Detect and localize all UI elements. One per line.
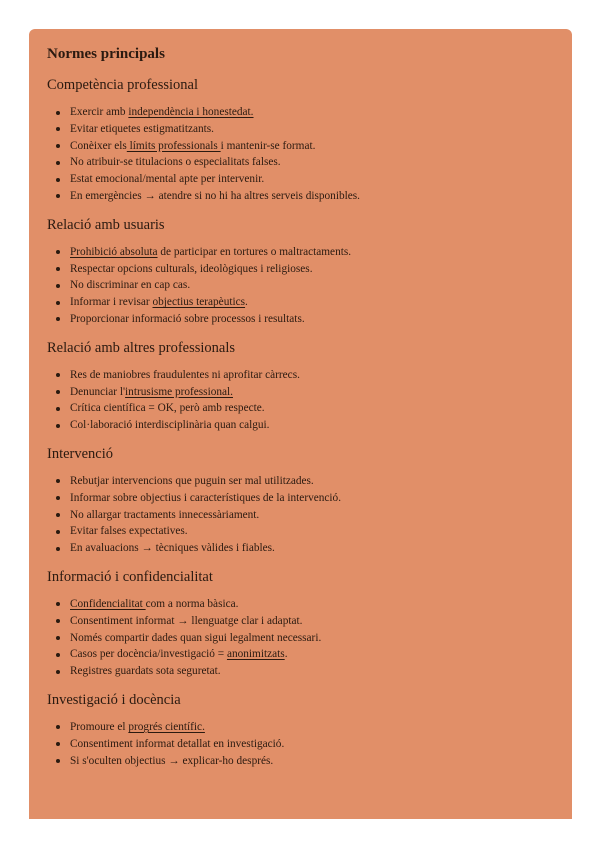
underlined-term: Prohibició absoluta	[70, 245, 158, 258]
list-item	[47, 261, 554, 278]
list-item	[47, 294, 554, 311]
bullet-list	[47, 244, 554, 328]
bullet-list	[47, 596, 554, 680]
list-item	[47, 646, 554, 663]
list-item	[47, 663, 554, 680]
item-text: Proporcionar informació sobre processos i resultats.	[70, 312, 305, 325]
item-text: i mantenir-se format.	[220, 139, 316, 152]
item-text: Si s'oculten objectius → explicar-ho després.	[70, 754, 274, 767]
item-text: .	[245, 296, 248, 309]
item-text: Conèixer els	[70, 139, 127, 152]
list-item	[47, 311, 554, 328]
item-text: Evitar falses expectatives.	[70, 525, 188, 538]
list-item	[47, 138, 554, 155]
list-item	[47, 188, 554, 205]
item-text: Crítica científica = OK, però amb respecte.	[70, 402, 265, 415]
bullet-list	[47, 367, 554, 434]
item-text: No atribuir-se titulacions o especialitats falses.	[70, 156, 281, 169]
list-item	[47, 596, 554, 613]
item-text: Respectar opcions culturals, ideològiques i religioses.	[70, 262, 313, 275]
item-text: Estat emocional/mental apte per intervenir.	[70, 173, 265, 186]
list-item	[47, 171, 554, 188]
list-item	[47, 540, 554, 557]
section-title: Competència professional	[47, 77, 198, 93]
list-item	[47, 473, 554, 490]
item-text: No discriminar en cap cas.	[70, 279, 191, 292]
item-text: com a norma bàsica.	[145, 597, 239, 610]
item-text: Només compartir dades quan sigui legalment necessari.	[70, 631, 322, 644]
section-5	[47, 567, 554, 680]
list-item	[47, 367, 554, 384]
item-text: Col·laboració interdisciplinària quan calgui.	[70, 419, 270, 432]
section-1	[47, 75, 554, 205]
list-item	[47, 417, 554, 434]
list-item	[47, 277, 554, 294]
item-text: de participar en tortures o maltractaments.	[157, 245, 352, 258]
section-title: Intervenció	[47, 445, 114, 462]
item-text: Exercir amb	[70, 106, 129, 118]
list-item	[47, 736, 554, 753]
list-item	[47, 753, 554, 770]
list-item	[47, 719, 554, 736]
bullet-list	[47, 473, 554, 557]
item-text: Denunciar l'	[70, 385, 126, 398]
section-title: Relació amb usuaris	[47, 216, 165, 233]
norms-card	[29, 29, 572, 819]
list-item	[47, 630, 554, 647]
section-2	[47, 215, 554, 328]
item-text: Consentiment informat → llenguatge clar i adaptat.	[70, 614, 303, 627]
underlined-term: progrés científic.	[128, 720, 205, 733]
item-text: Casos per docència/investigació =	[70, 648, 227, 661]
section-title: Informació i confidencialitat	[47, 568, 213, 585]
item-text: Evitar etiquetes estigmatitzants.	[70, 122, 214, 135]
list-item	[47, 104, 554, 121]
item-text: Informar sobre objectius i característiques de la intervenció.	[70, 491, 342, 504]
section-4	[47, 444, 554, 557]
list-item	[47, 523, 554, 540]
item-text: Registres guardats sota seguretat.	[70, 665, 221, 678]
list-item	[47, 121, 554, 138]
underlined-term: independència i honestedat.	[128, 106, 254, 118]
item-text: Res de maniobres fraudulentes ni aprofitar càrrecs.	[70, 368, 300, 381]
list-item	[47, 400, 554, 417]
underlined-term: intrusisme professional.	[125, 385, 233, 398]
page-title: Normes principals	[47, 46, 165, 62]
underlined-term: objectius terapèutics	[152, 296, 246, 309]
item-text: Informar i revisar	[70, 296, 153, 309]
item-text: Consentiment informat detallat en investigació.	[70, 737, 285, 750]
list-item	[47, 507, 554, 524]
list-item	[47, 384, 554, 401]
item-text: Rebutjar intervencions que puguin ser mal utilitzades.	[70, 474, 314, 487]
underlined-term: anonimitzats	[226, 648, 285, 661]
list-item	[47, 490, 554, 507]
section-title: Investigació i docència	[47, 691, 181, 708]
section-3	[47, 338, 554, 434]
underlined-term: Confidencialitat	[70, 597, 146, 610]
section-6	[47, 690, 554, 769]
section-title: Relació amb altres professionals	[47, 339, 236, 356]
list-item	[47, 154, 554, 171]
list-item	[47, 613, 554, 630]
item-text: No allargar tractaments innecessàriament.	[70, 508, 260, 521]
item-text: Promoure el	[70, 720, 129, 733]
sections-container	[47, 75, 554, 769]
item-text: En avaluacions → tècniques vàlides i fiables.	[70, 542, 275, 555]
bullet-list	[47, 104, 554, 205]
item-text: En emergències → atendre si no hi ha altres serveis disponibles.	[70, 189, 360, 202]
bullet-list	[47, 719, 554, 769]
item-text: .	[284, 648, 288, 661]
list-item	[47, 244, 554, 261]
underlined-term: límits professionals	[126, 139, 221, 152]
